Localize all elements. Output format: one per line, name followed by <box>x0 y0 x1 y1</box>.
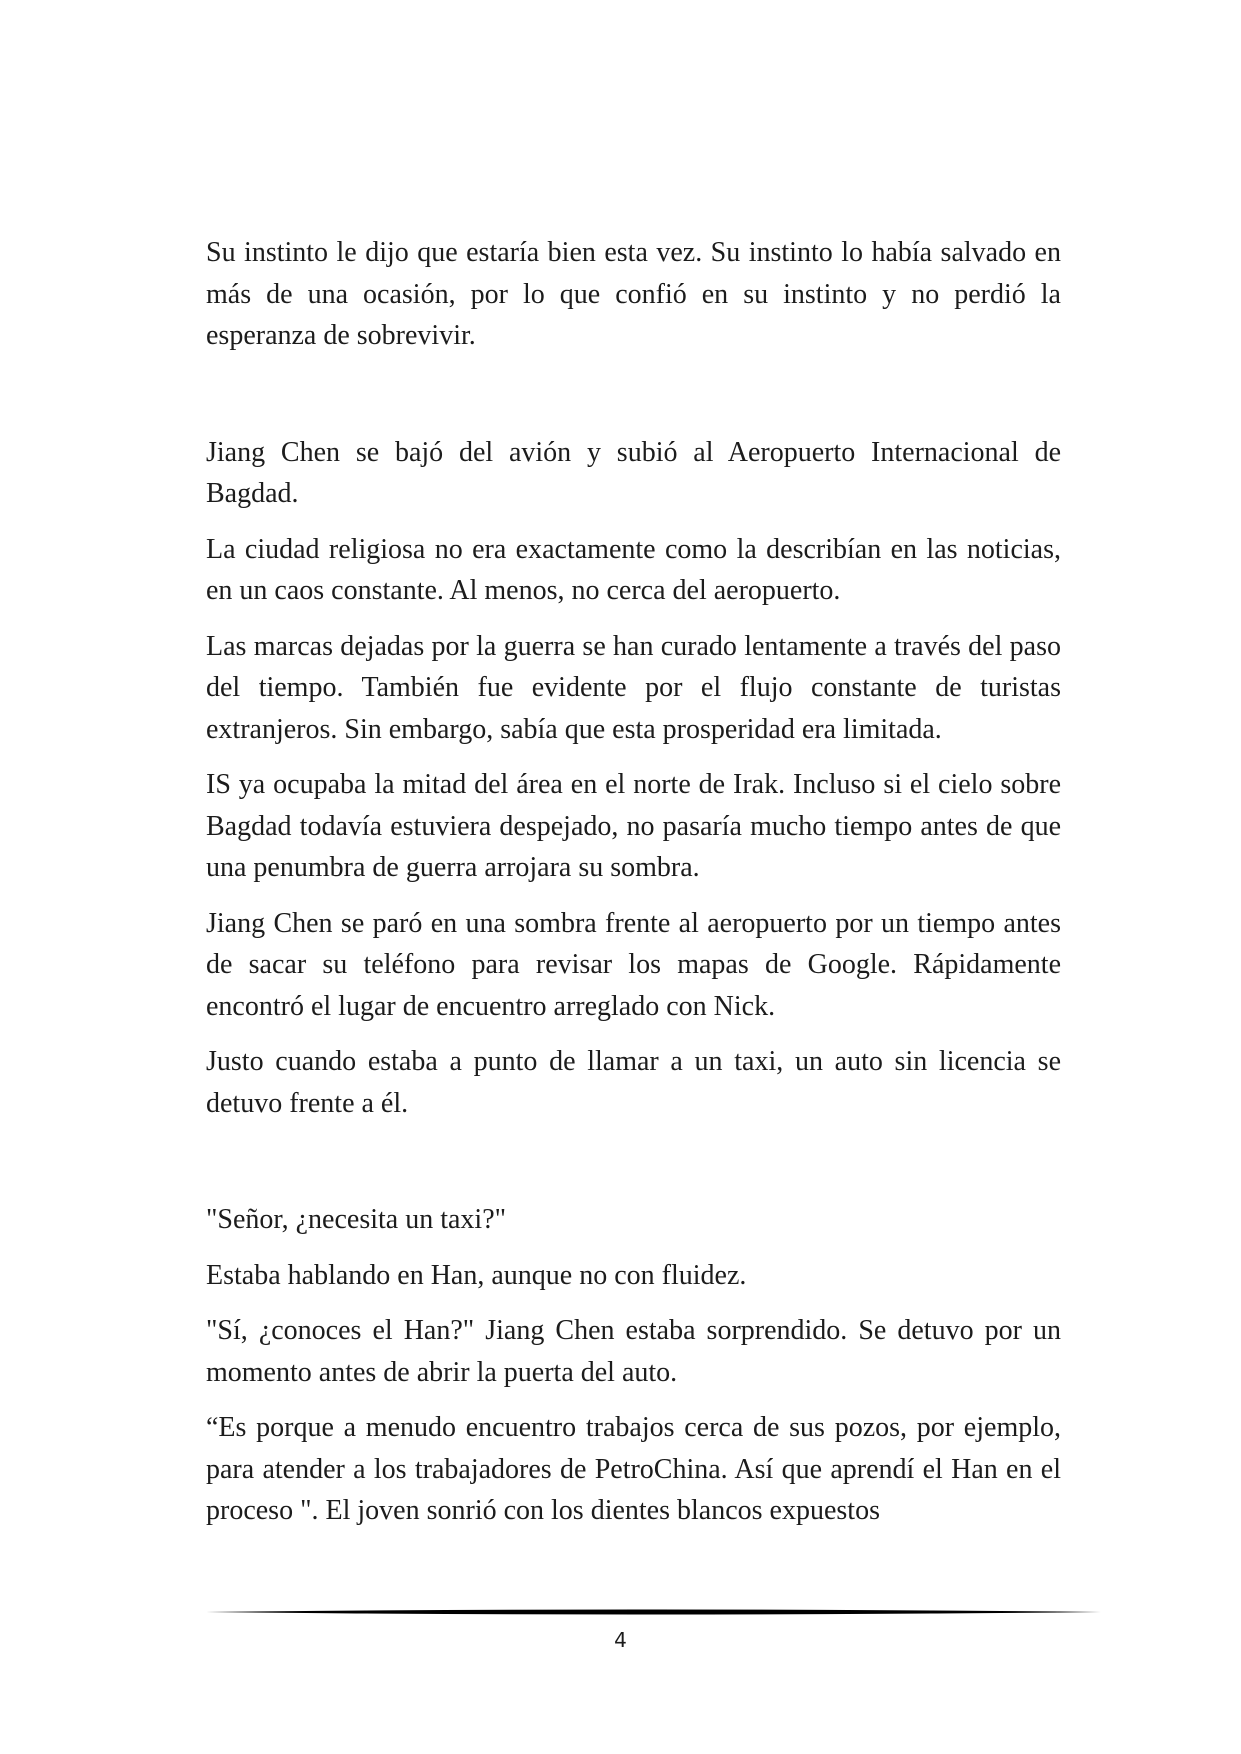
paragraph: Estaba hablando en Han, aunque no con fluidez. <box>206 1259 747 1291</box>
paragraph: La ciudad religiosa no era exactamente como la describían en las noticias, en un caos constante. Al menos, no cerca del aeropuerto. <box>206 533 1061 606</box>
paragraph: "Señor, ¿necesita un taxi?" <box>206 1204 507 1235</box>
paragraph: Jiang Chen se paró en una sombra frente al aeropuerto por un tiempo antes de sacar su teléfono para revisar los mapas de Google. Rápidamente encontró el lugar de encuentro arreglado con Nick. <box>206 907 1061 1022</box>
paragraph: Jiang Chen se bajó del avión y subió al Aeropuerto Internacional de Bagdad. <box>206 436 1061 509</box>
body-text <box>206 232 1061 1546</box>
paragraph: Justo cuando estaba a punto de llamar a un taxi, un auto sin licencia se detuvo frente a él. <box>206 1046 1061 1119</box>
footer-divider <box>206 1606 1101 1618</box>
page-number: 4 <box>614 1628 627 1652</box>
paragraph: "Sí, ¿conoces el Han?" Jiang Chen estaba sorprendido. Se detuvo por un momento antes de abrir la puerta del auto. <box>206 1315 1061 1388</box>
paragraph: IS ya ocupaba la mitad del área en el norte de Irak. Incluso si el cielo sobre Bagdad todavía estuviera despejado, no pasaría mucho tiempo antes de que una penumbra de guerra arrojara su sombra. <box>206 769 1061 883</box>
paragraph: Las marcas dejadas por la guerra se han curado lentamente a través del paso del tiempo. También fue evidente por el flujo constante de turistas extranjeros. Sin embargo, sabía que esta prosperidad era limitada. <box>206 630 1061 745</box>
paragraph: Su instinto le dijo que estaría bien esta vez. Su instinto lo había salvado en más de una ocasión, por lo que confió en su instinto y no perdió la esperanza de sobrevivir. <box>206 237 1061 351</box>
paragraph: “Es porque a menudo encuentro trabajos cerca de sus pozos, por ejemplo, para atender a los trabajadores de PetroChina. Así que aprendí el Han en el proceso ". El joven sonrió con los dientes blancos expuestos <box>206 1412 1061 1526</box>
